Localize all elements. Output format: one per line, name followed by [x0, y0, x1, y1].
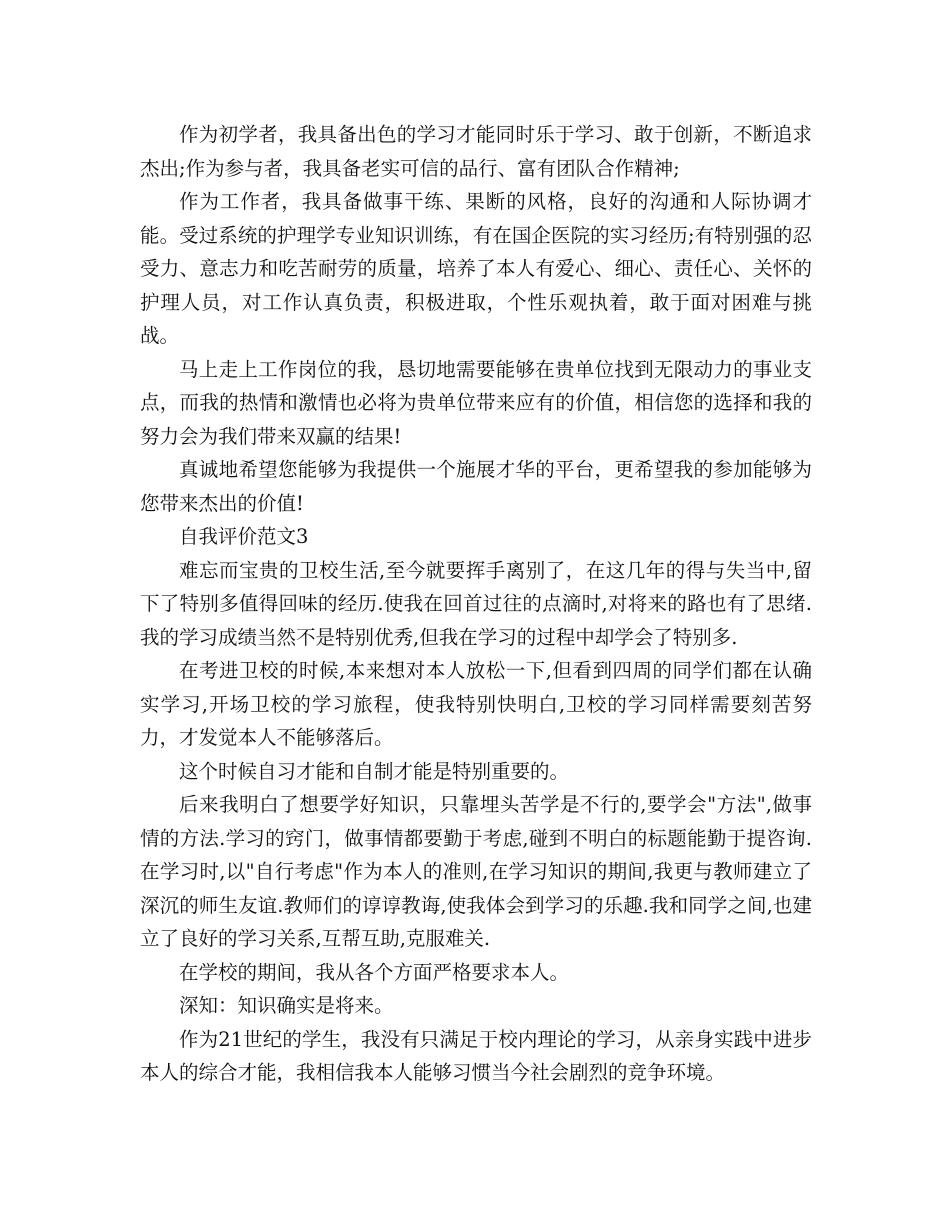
- paragraph-10: 深知：知识确实是将来。: [179, 994, 394, 1017]
- paragraph-9: 在学校的期间，我从各个方面严格要求本人。: [179, 960, 570, 984]
- section-heading: 自我评价范文3: [179, 525, 309, 548]
- paragraph-2: 作为工作者，我具备做事干练、果断的风格，良好的沟通和人际协调才能。受过系统的护理学专业知识训练，有在国企医院的实习经历;有特别强的忍受力、意志力和吃苦耐劳的质量，培养了本人有爱心、细心、责任心、关怀的护理人员，对工作认真负责，积极进取，个性乐观执着，敢于面对困难与挑战。: [140, 190, 812, 347]
- paragraph-6: 在考进卫校的时候,本来想对本人放松一下,但看到四周的同学们都在认确实学习,开场卫校的学习旅程，使我特别快明白,卫校的学习同样需要刻苦努力，才发觉本人不能够落后。: [140, 659, 812, 749]
- paragraph-8: 后来我明白了想要学好知识，只靠埋头苦学是不行的,要学会"方法",做事情的方法.学习的窍门，做事情都要勤于考虑,碰到不明白的标题能勤于提咨询.在学习时,以"自行考虑"作为本人的准则,在学习知识的期间,我更与教师建立了深沉的师生友谊.教师们的谆谆教诲,使我体会到学习的乐趣.我和同学之间,也建立了良好的学习关系,互帮互助,克服难关.: [140, 793, 812, 950]
- paragraph-7: 这个时候自习才能和自制才能是特别重要的。: [179, 759, 570, 783]
- paragraph-5: 难忘而宝贵的卫校生活,至今就要挥手离别了，在这几年的得与失当中,留下了特别多值得回味的经历.使我在回首过往的点滴时,对将来的路也有了思绪.我的学习成绩当然不是特别优秀,但我在学习的过程中却学会了特别多.: [140, 558, 812, 649]
- paragraph-4: 真诚地希望您能够为我提供一个施展才华的平台，更希望我的参加能够为您带来杰出的价值!: [140, 458, 812, 515]
- document-body: [140, 118, 812, 1090]
- paragraph-3: 马上走上工作岗位的我，恳切地需要能够在贵单位找到无限动力的事业支点，而我的热情和激情也必将为贵单位带来应有的价值，相信您的选择和我的努力会为我们带来双赢的结果!: [140, 357, 812, 448]
- paragraph-1: 作为初学者，我具备出色的学习才能同时乐于学习、敢于创新，不断追求杰出;作为参与者，我具备老实可信的品行、富有团队合作精神;: [140, 123, 812, 180]
- paragraph-11: 作为21世纪的学生，我没有只满足于校内理论的学习，从亲身实践中进步本人的综合才能，我相信我本人能够习惯当今社会剧烈的竞争环境。: [140, 1027, 812, 1084]
